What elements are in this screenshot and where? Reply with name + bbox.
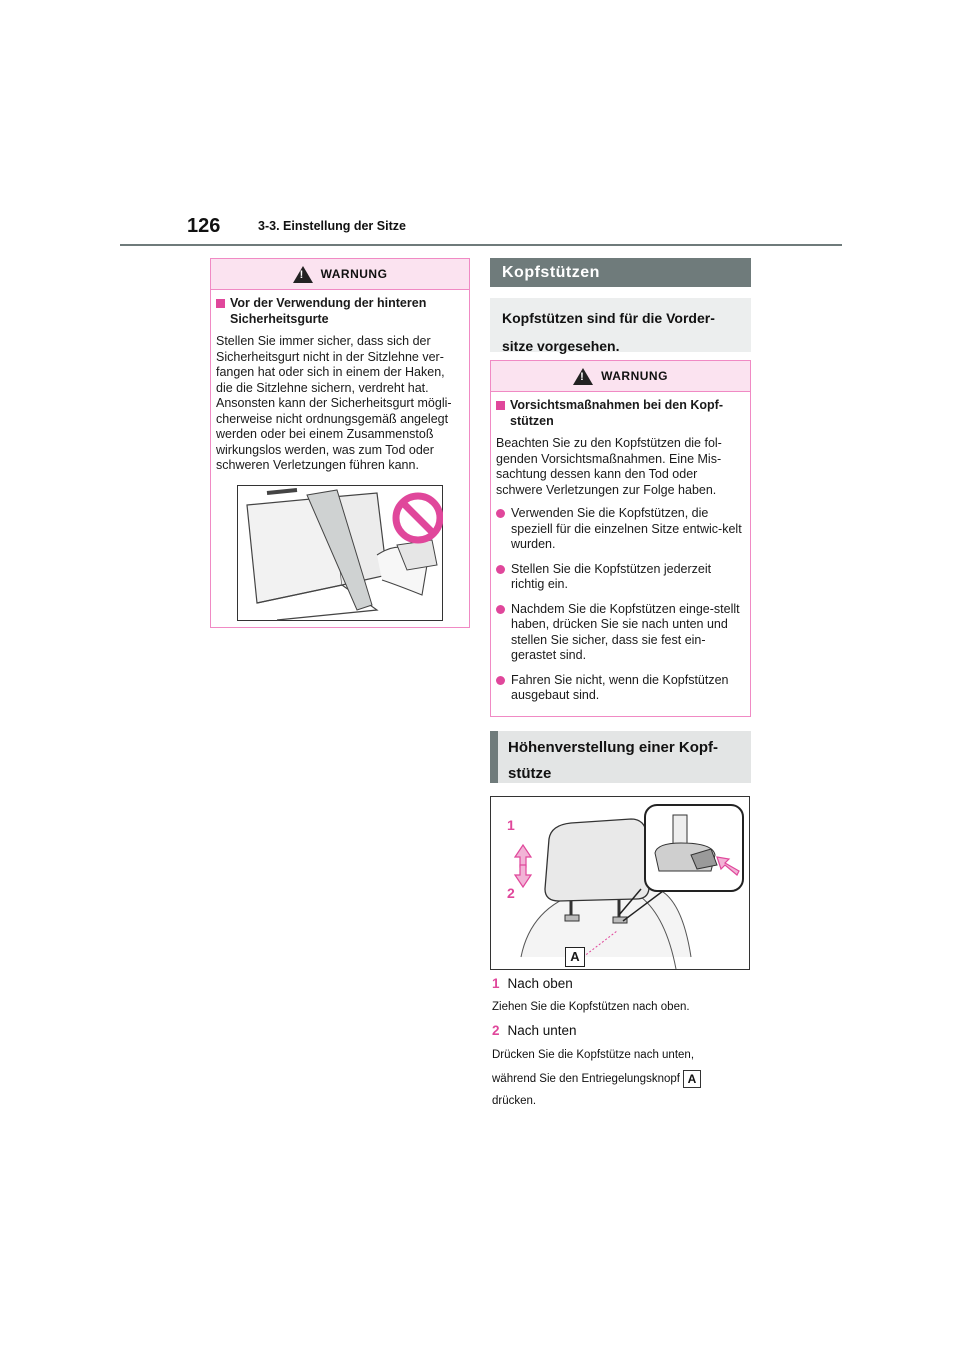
list-item: Nachdem Sie die Kopfstützen einge-stellt haben, drücken Sie sie nach unten und stellen Sie sicher, dass sie fest ein-gerastet sind. [496,602,745,664]
figure-label-1: 1 [507,817,515,833]
warning-title: WARNUNG [601,369,668,383]
release-button-ref: A [683,1070,701,1088]
step-label: Nach oben [507,976,573,991]
round-bullet-icon [496,676,505,685]
seatbelt-illustration [237,485,443,621]
warning-header [491,361,750,392]
list-item: Fahren Sie nicht, wenn die Kopfstützen ausgebaut sind. [496,673,745,704]
round-bullet-icon [496,565,505,574]
step-number: 2 [492,1023,500,1038]
page-number: 126 [187,215,221,237]
step-label: Nach unten [507,1023,577,1038]
step-number: 1 [492,976,500,991]
section-heading: Kopfstützen [490,258,751,287]
warning-heading: Vor der Verwendung der hinteren Sicherheitsgurte [216,296,464,327]
list-item: Stellen Sie die Kopfstützen jederzeit richtig ein. [496,562,745,593]
warning-box-seatbelt [210,258,470,628]
section-intro: Kopfstützen sind für die Vorder-sitze vorgesehen. [490,298,751,352]
warning-title: WARNUNG [320,267,388,281]
warning-text: Beachten Sie zu den Kopfstützen die fol-genden Vorsichtsmaßnahmen. Eine Mis-sachtung dessen kann den Tod oder schwere Verletzungen zur Folge haben. [496,436,722,497]
warning-triangle-icon [573,368,593,385]
warning-box-headrest [490,360,751,717]
step-2-description-line3: drücken. [492,1095,537,1107]
header-divider [120,244,842,246]
warning-heading: Vorsichtsmaßnahmen bei den Kopf-stützen [496,398,745,429]
step-2 [492,1023,577,1038]
figure-label-a: A [565,947,585,967]
chapter-title: 3-3. Einstellung der Sitze [258,219,406,233]
headrest-illustration [491,797,749,969]
step-2-description-line2: während Sie den Entriegelungsknopf A [492,1070,701,1088]
step-2-description-line1: Drücken Sie die Kopfstütze nach unten, [492,1049,695,1061]
figure-label-2: 2 [507,885,515,901]
step-1-description: Ziehen Sie die Kopfstützen nach oben. [492,1001,690,1013]
warning-triangle-icon [293,266,313,283]
round-bullet-icon [496,509,505,518]
square-bullet-icon [216,299,225,308]
square-bullet-icon [496,401,505,410]
round-bullet-icon [496,605,505,614]
warning-text: Stellen Sie immer sicher, dass sich der Sicherheitsgurt nicht in der Sitzlehne ver-fangen hat oder sich in einem der Haken, die die Sitzlehne sichern, verdreht hat. Ansonsten kann der Sicherheitsgurt mögli-cherweise nicht ordnungsgemäß angelegt werden oder bei einem Zusammenstoß wirkungslos werden, was zum Tod oder schweren Verletzungen führen kann. [216,334,452,472]
subsection-heading: Höhenverstellung einer Kopf-stütze [490,731,751,783]
warning-header [211,259,469,290]
list-item: Verwenden Sie die Kopfstützen, die speziell für die einzelnen Sitze entwic-kelt wurden. [496,506,745,553]
headrest-figure [490,796,750,970]
step-1 [492,976,573,991]
